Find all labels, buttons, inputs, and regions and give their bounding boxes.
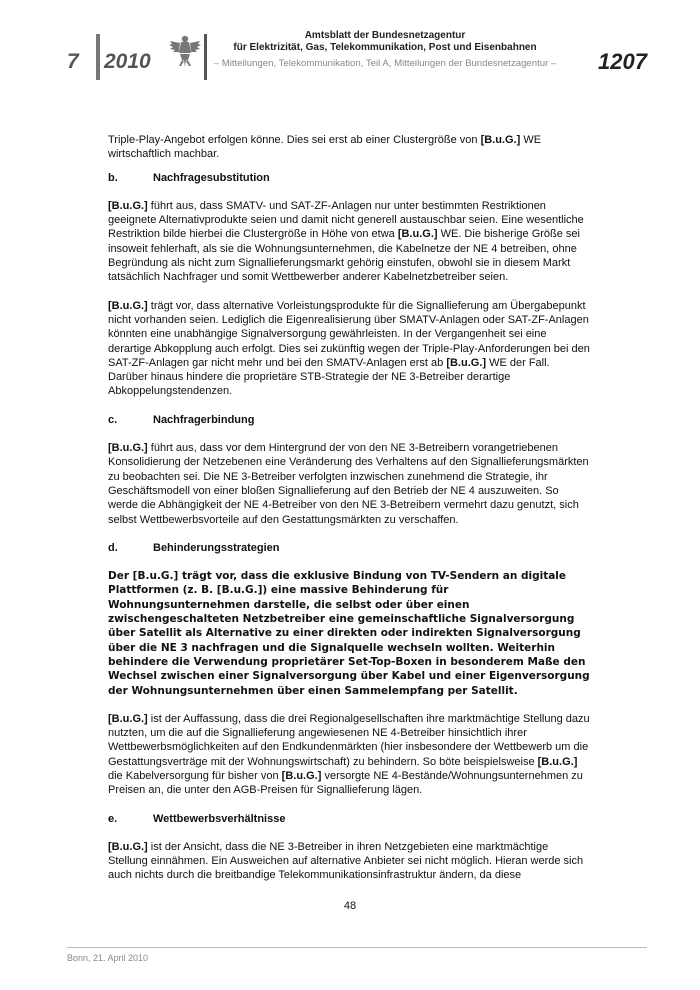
publication-title-line-2: für Elektrizität, Gas, Telekommunikation, Post und Eisenbahnen — [233, 42, 537, 53]
redaction-marker: [B.u.G.] — [108, 840, 148, 853]
paragraph-e1: [B.u.G.] ist der Ansicht, dass die NE 3-Betreiber in ihren Netzgebieten eine marktmächtige Stellung einnähmen. Ein Ausweichen auf alternative Anbieter sei nicht möglich. Hieran werde sich auch nichts durch die breitbandige Telekommunikationsinfrastruktur ändern, da diese — [108, 840, 584, 882]
publication-title — [210, 30, 560, 54]
issue-number: 7 — [67, 50, 79, 73]
paragraph-c1: [B.u.G.] führt aus, dass vor dem Hintergrund der von den NE 3-Betreibern vorangetriebenen Konsolidierung der Netzebenen eine Veränderung des Verhaltens auf den Signallieferungsmärkten zu beobachten sei. Die NE 3-Betreiber verfolgten inzwischen zunehmend die Strategie, ihr Geschäftsmodell von einer bloßen Signallieferung auf den Betrieb der NE 4 auszuweiten. So werde die Abhängigkeit der NE 4-Betreiber von den NE 3-Betreibern vermehrt dazu genutzt, sich selbst Wettbewerbsvorteile auf den Gestattungsmärkten zu verschaffen. — [108, 442, 589, 526]
paragraph-d2: [B.u.G.] ist der Auffassung, dass die drei Regionalgesellschaften ihre marktmächtige Stellung dazu nutzten, um die auf die Signallieferung angewiesenen NE 4-Betreiber hinsichtlich ihrer Wettbewerbsmöglichkeiten auf den Endkundenmärkten (hier insbesondere der Wettbewerb um die Gestattungsverträge mit der Wohnungswirtschaft) zu behindern. So böte beispielsweise [B.u.G.] die Kabelversorgung für bisher von [B.u.G.] versorgte NE 4-Bestände/Wohnungsunternehmen zu Preisen an, die unter den AGB-Preisen für Signallieferung lägen. — [108, 712, 590, 797]
section-heading-d: d. Behinderungsstrategien — [108, 541, 280, 554]
issue-year: 2010 — [104, 50, 151, 73]
publication-title-line-1: Amtsblatt der Bundesnetzagentur — [304, 30, 466, 41]
redaction-marker: [B.u.G.] — [537, 755, 578, 768]
publication-subtitle: – Mitteilungen, Telekommunikation, Teil A, Mitteilungen der Bundesnetzagentur – — [213, 58, 557, 69]
footer-divider — [67, 947, 647, 948]
header-divider — [96, 34, 100, 80]
federal-eagle-icon — [168, 33, 202, 69]
document-body — [108, 133, 590, 897]
document-page-number: 48 — [343, 900, 357, 912]
intro-paragraph: Triple-Play-Angebot erfolgen könne. Dies sei erst ab einer Clustergröße von [B.u.G.] WE wirtschaftlich machbar. — [108, 134, 542, 161]
header-divider-2 — [204, 34, 207, 80]
section-heading-b: b. Nachfragesubstitution — [108, 171, 270, 184]
paragraph-b2: [B.u.G.] trägt vor, dass alternative Vorleistungsprodukte für die Signallieferung am Übergabepunkt nicht vorhanden seien. Lediglich die Eigenrealisierung über SMATV-Anlagen oder SAT-ZF-Anlagen könnten eine unabhängige Signalversorgung gewährleisten. In der Vergangenheit sei eine derartige Abkopplung auch erfolgt. Dies sei zukünftig wegen der Triple-Play-Anforderungen bei den SAT-ZF-Anlagen gar nicht mehr und bei den SMATV-Anlagen erst ab [B.u.G.] WE der Fall. Darüber hinaus hindere die proprietäre STB-Strategie der NE 3-Betreiber derartige Abkoppelungstendenzen. — [108, 299, 590, 398]
redaction-marker: [B.u.G.] — [281, 769, 322, 782]
redaction-marker: [B.u.G.] — [446, 356, 487, 369]
page-header — [0, 0, 700, 100]
section-heading-c: c. Nachfragerbindung — [108, 413, 255, 426]
paragraph-b1: [B.u.G.] führt aus, dass SMATV- und SAT-ZF-Anlagen nur unter bestimmten Restriktionen geeignete Alternativprodukte seien und damit nicht generell austauschbar seien. Eine wesentliche Restriktion bilde hierbei die Clustergröße in Höhe von etwa [B.u.G.] WE. Die bisherige Größe sei insoweit fehlerhaft, als sie die Wohnungsunternehmen, die Kabelnetze der NE 4 betreiben, ohne Begründung als nicht zum Signallieferungsmarkt gehörig einstufen, obwohl sie in diesem Markt tatsächlich Nachfrager und somit Wettbewerber anderer Kabelnetzbetreiber seien. — [108, 199, 584, 284]
redaction-marker: [B.u.G.] — [480, 134, 521, 146]
redaction-marker: [B.u.G.] — [108, 299, 148, 312]
footer-date: Bonn, 21. April 2010 — [67, 953, 149, 963]
section-heading-e: e. Wettbewerbsverhältnisse — [108, 812, 286, 825]
redaction-marker: [B.u.G.] — [108, 199, 148, 212]
redaction-marker: [B.u.G.] — [108, 442, 148, 455]
redaction-marker: [B.u.G.] — [108, 712, 148, 725]
gazette-page-number: 1207 — [598, 49, 647, 74]
paragraph-d1: Der [B.u.G.] trägt vor, dass die exklusive Bindung von TV-Sendern an digitale Plattformen (z. B. [B.u.G.]) eine massive Behinderung für Wohnungsunternehmen darstelle, die selbst oder über einen zwischengeschalteten Netzbetreiber eine gemeinschaftliche Signalversorgung über Satellit als Alternative zu einer direkten oder indirekten Signalversorgung über die NE 3 nachfragen und die Signalquelle wechseln wollten. Weiterhin behindere die Verwendung proprietärer Set-Top-Boxen in besonderem Maße den Wechsel zwischen einer Signalversorgung über Kabel und einer Eigenversorgung der Wohnungsunternehmen über einen Sammelempfang per Satellit. — [108, 570, 590, 697]
redaction-marker: [B.u.G.] — [397, 228, 438, 241]
